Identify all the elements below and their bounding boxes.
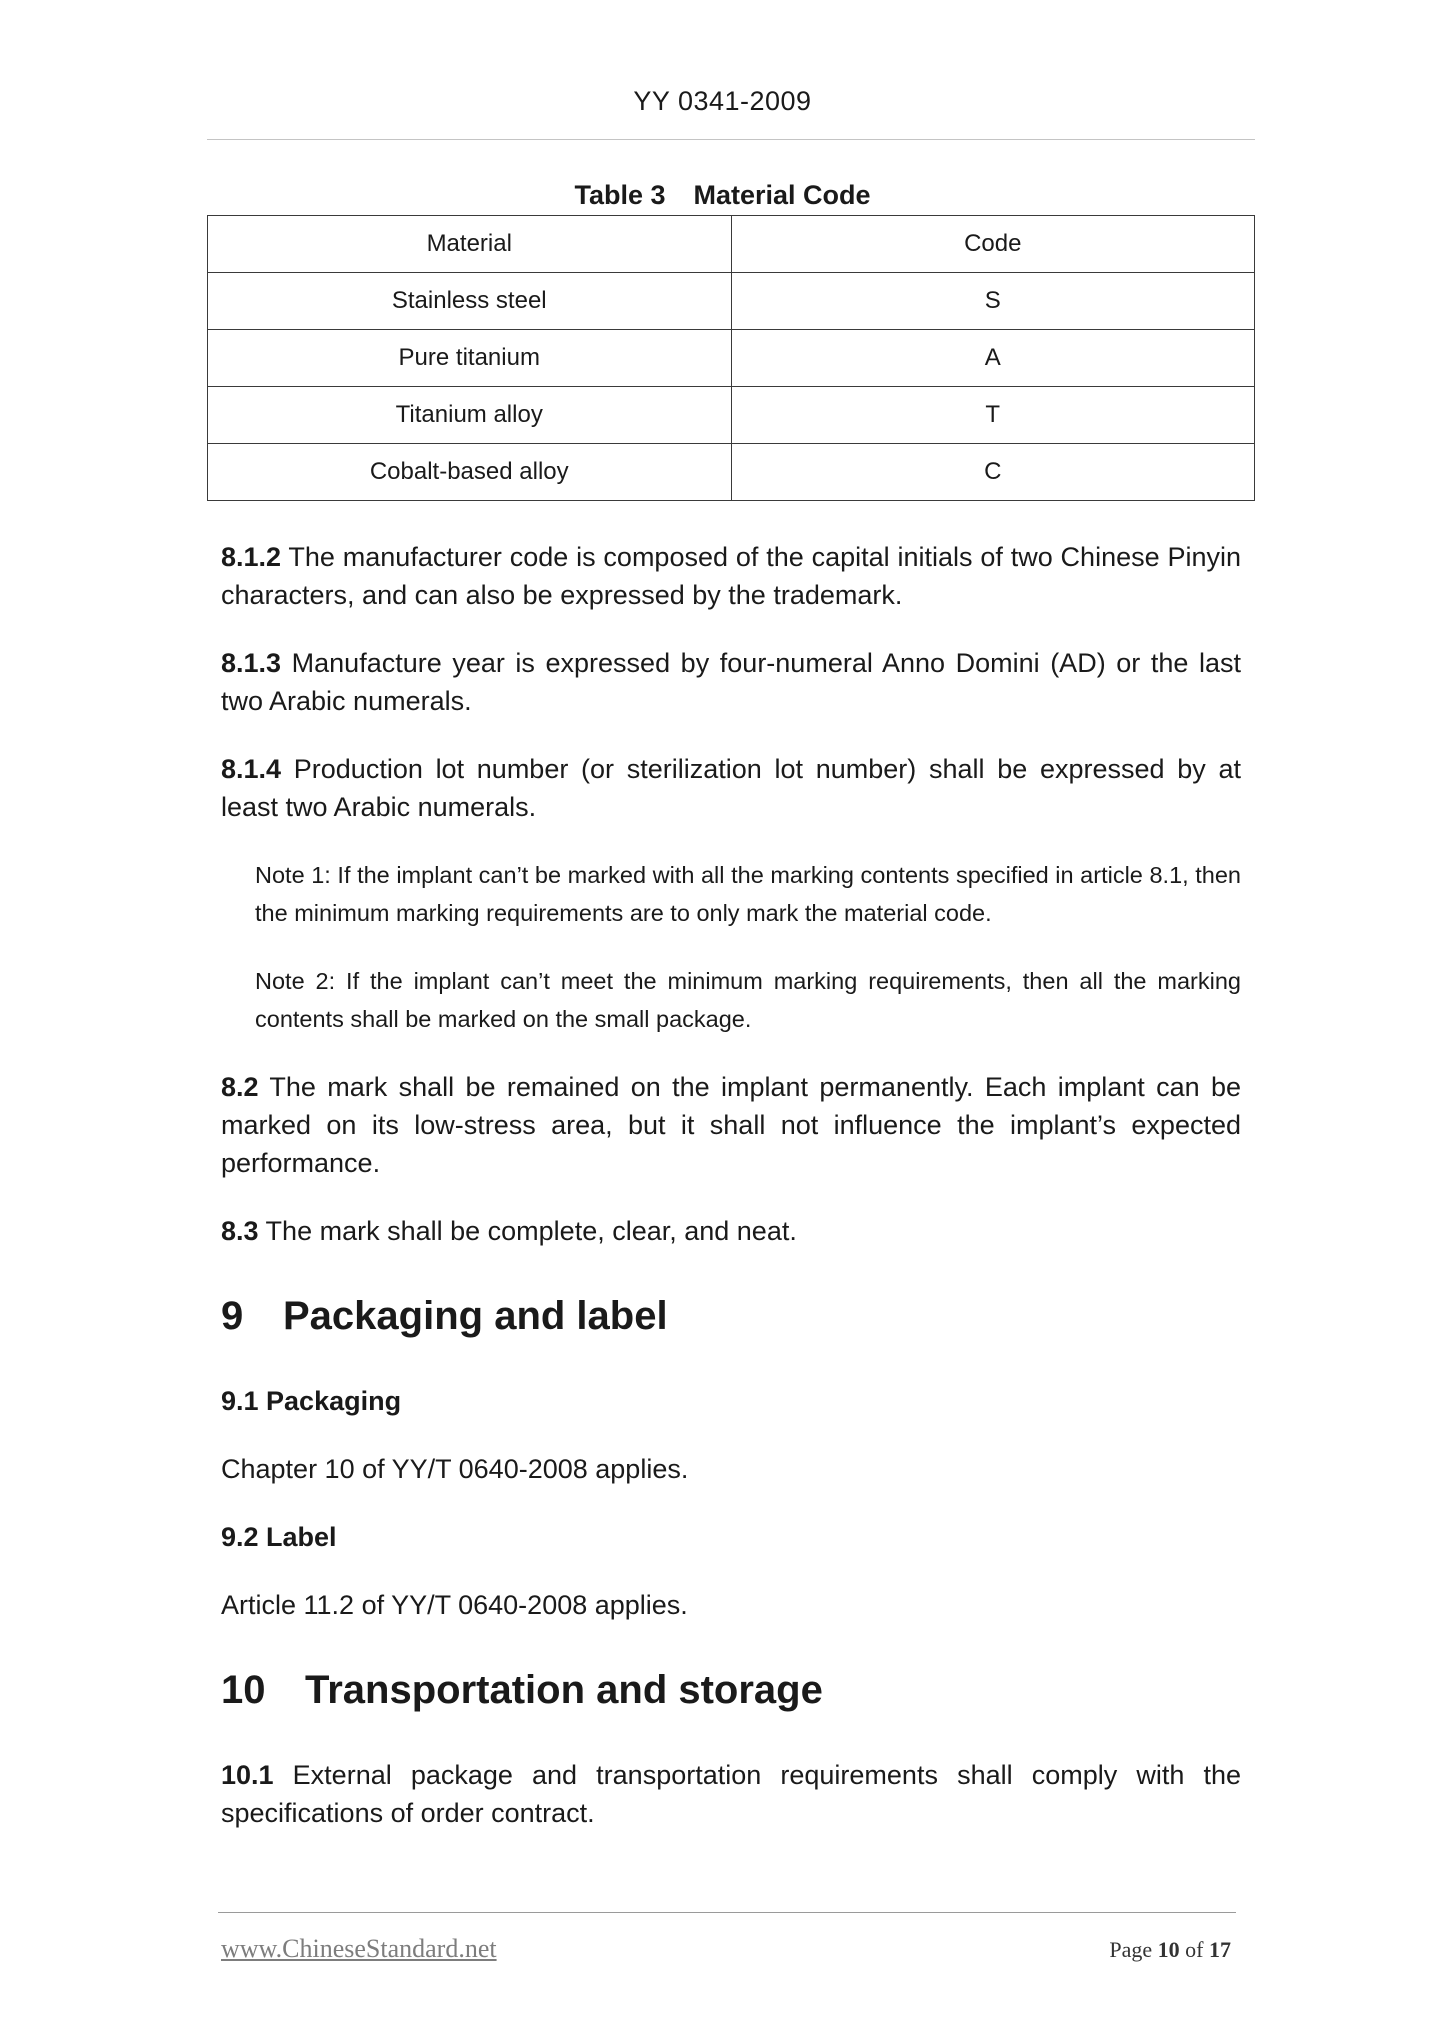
table-header-material: Material — [208, 216, 732, 273]
chapter-title: Packaging and label — [283, 1294, 668, 1338]
table-row — [208, 330, 1255, 387]
chapter-10-heading — [221, 1660, 1241, 1720]
chapter-number: 9 — [221, 1294, 244, 1338]
page-number — [1109, 1937, 1231, 1963]
clause-text: External package and transportation requirements shall comply with the specifications of order contract. — [221, 1760, 1241, 1828]
clause-number: 8.3 — [221, 1216, 259, 1246]
table-cell-code: T — [731, 387, 1255, 444]
page-of: of — [1179, 1937, 1209, 1962]
clause-8-1-3 — [221, 644, 1241, 720]
clause-8-1-4 — [221, 750, 1241, 826]
clause-8-2 — [221, 1068, 1241, 1182]
clause-text: The mark shall be remained on the implant permanently. Each implant can be marked on its low-stress area, but it shall not influence the implant’s expected performance. — [221, 1072, 1241, 1178]
footer-divider — [218, 1912, 1236, 1913]
table-caption — [0, 180, 1445, 211]
table-cell-code: A — [731, 330, 1255, 387]
table-cell-material: Cobalt-based alloy — [208, 444, 732, 501]
table-cell-code: C — [731, 444, 1255, 501]
note-2: Note 2: If the implant can’t meet the minimum marking requirements, then all the marking contents shall be marked on the small package. — [255, 968, 1241, 1032]
clause-number: 8.1.4 — [221, 754, 282, 784]
clause-number: 8.2 — [221, 1072, 259, 1102]
subsection-9-1-text: Chapter 10 of YY/T 0640-2008 applies. — [221, 1454, 689, 1484]
clause-8-1-2 — [221, 538, 1241, 614]
table-header-code: Code — [731, 216, 1255, 273]
table-cell-code: S — [731, 273, 1255, 330]
clause-number: 8.1.2 — [221, 542, 282, 572]
clause-number: 10.1 — [221, 1760, 274, 1790]
chapter-number: 10 — [221, 1668, 266, 1712]
table-caption-label: Table 3 — [574, 180, 666, 210]
table-cell-material: Stainless steel — [208, 273, 732, 330]
page-prefix: Page — [1109, 1937, 1158, 1962]
table-row — [208, 273, 1255, 330]
clause-8-3 — [221, 1212, 1241, 1250]
table-row — [208, 387, 1255, 444]
page-current: 10 — [1157, 1937, 1180, 1962]
table-caption-title: Material Code — [693, 180, 871, 210]
subsection-9-2-text: Article 11.2 of YY/T 0640-2008 applies. — [221, 1590, 688, 1620]
clause-text: The mark shall be complete, clear, and neat. — [258, 1216, 797, 1246]
page-total: 17 — [1209, 1937, 1231, 1962]
clause-number: 8.1.3 — [221, 648, 282, 678]
material-code-table — [207, 215, 1255, 501]
clause-10-1 — [221, 1756, 1241, 1832]
footer-website-link[interactable]: www.ChineseStandard.net — [221, 1934, 497, 1963]
document-header-title: YY 0341-2009 — [633, 86, 812, 116]
clause-text: Manufacture year is expressed by four-numeral Anno Domini (AD) or the last two Arabic numerals. — [221, 648, 1241, 716]
subsection-9-1-heading: 9.1 Packaging — [221, 1386, 402, 1416]
table-cell-material: Pure titanium — [208, 330, 732, 387]
table-row — [208, 444, 1255, 501]
header-divider — [207, 139, 1255, 140]
chapter-9-heading — [221, 1286, 1241, 1346]
subsection-9-2-heading: 9.2 Label — [221, 1522, 337, 1552]
note-1: Note 1: If the implant can’t be marked with all the marking contents specified in article 8.1, then the minimum marking requirements are to only mark the material code. — [255, 862, 1241, 926]
chapter-title: Transportation and storage — [305, 1668, 823, 1712]
clause-text: The manufacturer code is composed of the capital initials of two Chinese Pinyin characters, and can also be expressed by the trademark. — [221, 542, 1241, 610]
table-header-row — [208, 216, 1255, 273]
document-body — [221, 538, 1241, 1832]
table-cell-material: Titanium alloy — [208, 387, 732, 444]
clause-text: Production lot number (or sterilization lot number) shall be expressed by at least two Arabic numerals. — [221, 754, 1241, 822]
